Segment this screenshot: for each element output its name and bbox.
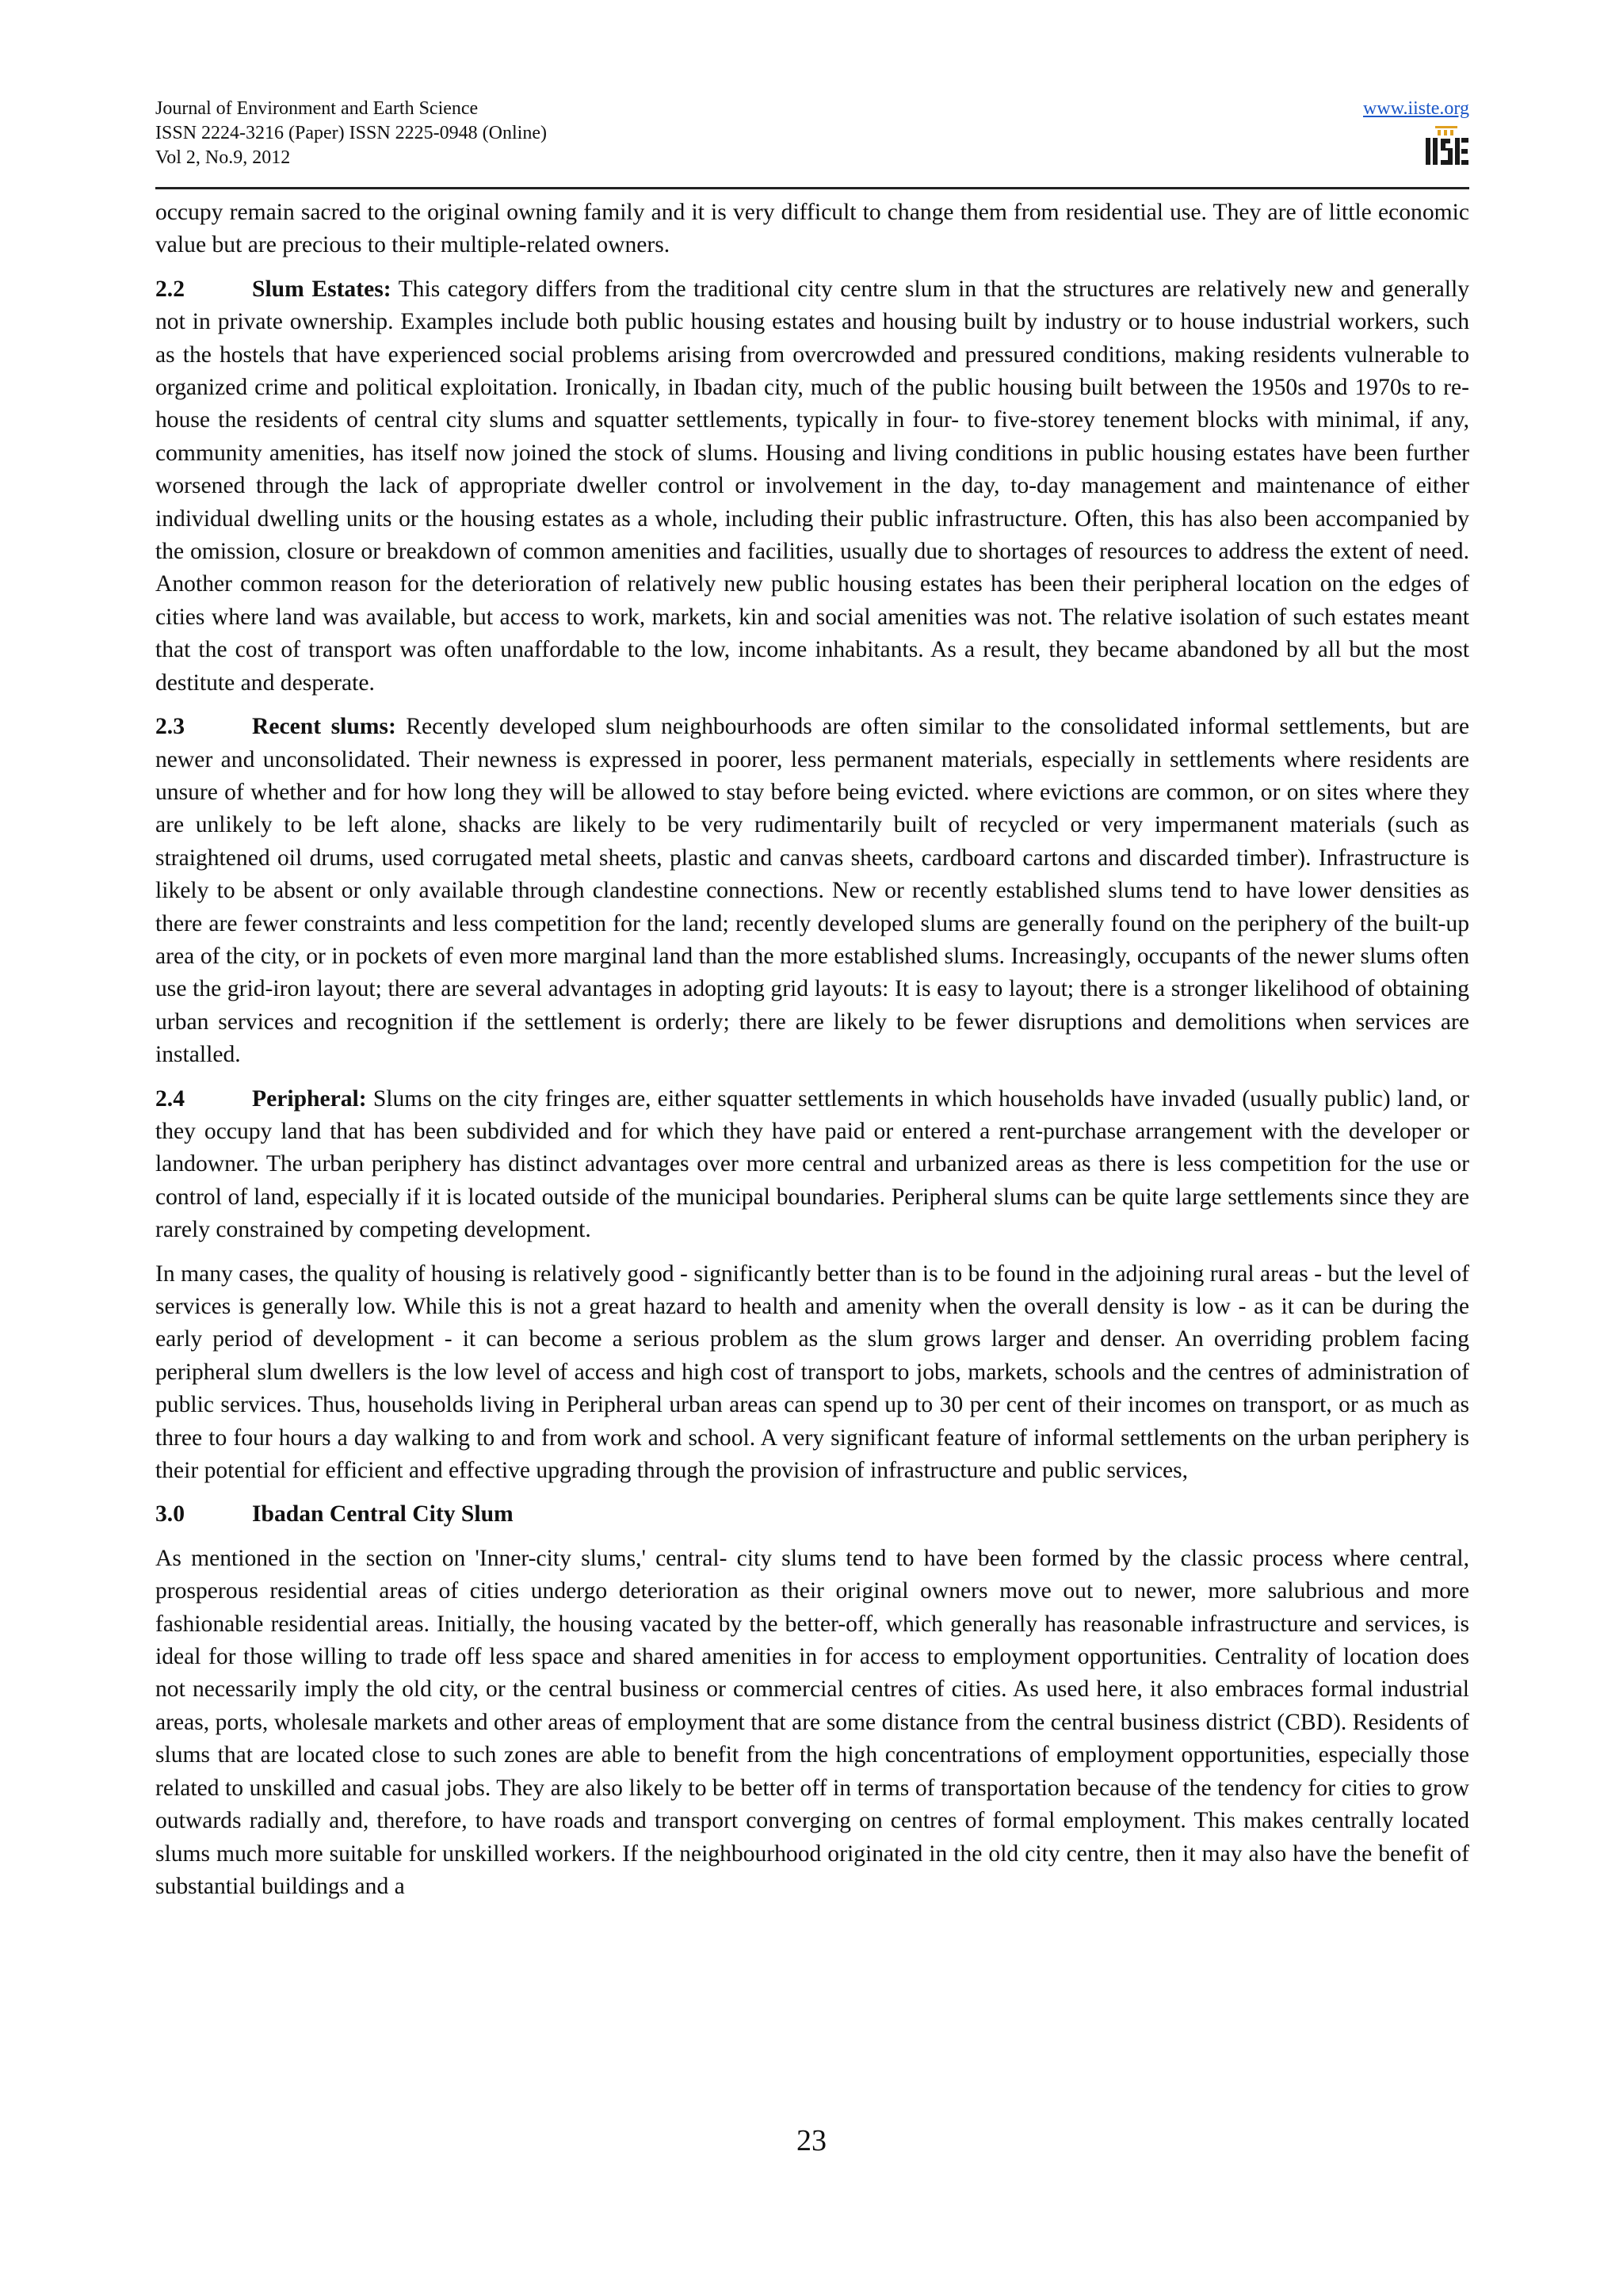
page-number: 23 [796, 2124, 827, 2157]
section-2-3 [155, 711, 1469, 1071]
section-number: 2.4 [155, 1085, 185, 1112]
section-title: Ibadan Central City Slum [252, 1501, 514, 1527]
section-title: Peripheral: [252, 1085, 367, 1112]
section-text: This category differs from the traditional city centre slum in that the structures are relatively new and generally not in private ownership. Examples include both public housing estates and housing built by industry or to house industrial workers, such as the hostels that have experienced social problems arising from overcrowded and pressured conditions, making residents vulnerable to organized crime and political exploitation. Ironically, in Ibadan city, much of the public housing built between the 1950s and 1970s to re-house the residents of central city slums and squatter settlements, typically in four- to five-storey tenement blocks with minimal, if any, community amenities, has itself now joined the stock of slums. Housing and living conditions in public housing estates have been further worsened through the lack of appropriate dweller control or involvement in the day, to-day management and maintenance of either individual dwelling units or the housing estates as a whole, including their public infrastructure. Often, this has also been accompanied by the omission, closure or breakdown of common amenities and facilities, usually due to shortages of resources to address the extent of need. Another common reason for the deterioration of relatively new public housing estates has been their peripheral location on the edges of cities where land was available, but access to work, markets, kin and social amenities was not. The relative isolation of such estates meant that the cost of transport was often unaffordable to the low, income inhabitants. As a result, they became abandoned by all but the most destitute and desperate. [155, 276, 1470, 696]
section-text: Recently developed slum neighbourhoods are often similar to the consolidated informal settlements, but are newer and unconsolidated. Their newness is expressed in poorer, less permanent materials, especially in settlements where residents are unsure of whether and for how long they will be allowed to stay before being evicted. where evictions are common, or on sites where they are unlikely to be left alone, shacks are likely to be very rudimentarily built of recycled or very impermanent materials (such as straightened oil drums, used corrugated metal sheets, plastic and canvas sheets, cardboard cartons and discarded timber). Infrastructure is likely to be absent or only available through clandestine connections. New or recently established slums tend to have lower densities as there are fewer constraints and less competition for the land; recently developed slums are generally found on the periphery of the built-up area of the city, or in pockets of even more marginal land than the more established slums. Increasingly, occupants of the newer slums often use the grid-iron layout; there are several advantages in adopting grid layouts: It is easy to layout; there is a stronger likelihood of obtaining urban services and recognition if the settlement is orderly; there are likely to be fewer disruptions and demolitions when services are installed. [155, 714, 1469, 1068]
section-2-4 [155, 1083, 1469, 1247]
section-title: Recent slums: [252, 714, 396, 740]
section-text: Slums on the city fringes are, either squatter settlements in which households have invaded (usually public) land, or they occupy land that has been subdivided and for which they have paid or entered a rent-purchase arrangement with the developer or landowner. The urban periphery has distinct advantages over more central and urbanized areas as there is less competition for the use or control of land, especially if it is located outside of the municipal boundaries. Peripheral slums can be quite large settlements since they are rarely constrained by competing development. [155, 1085, 1469, 1243]
paragraph-central-city-slum: As mentioned in the section on 'Inner-city slums,' central- city slums tend to have been formed by the classic process where central, prosperous residential areas of cities undergo deterioration as their original owners move out to newer, more salubrious and more fashionable residential areas. Initially, the housing vacated by the better-off, which generally has reasonable infrastructure and services, is ideal for those willing to trade off less space and shared amenities in for access to employment opportunities. Centrality of location does not necessarily imply the old city, or the central business or commercial centres of cities. As used here, it also embraces formal industrial areas, ports, wholesale markets and other areas of employment that are some distance from the central business district (CBD). Residents of slums that are located close to such zones are able to benefit from the high concentrations of employment opportunities, especially those related to unskilled and casual jobs. They are also likely to be better off in terms of transportation because of the tendency for cities to grow outwards radially and, therefore, to have roads and transport converging on centres of formal employment. This makes centrally located slums much more suitable for unskilled workers. If the neighbourhood originated in the old city centre, then it may also have the benefit of substantial buildings and a [155, 1545, 1469, 1899]
header-divider [155, 187, 1469, 189]
section-number: 2.3 [155, 714, 185, 740]
section-2-2 [155, 273, 1469, 700]
section-heading-3-0 [155, 1498, 1469, 1531]
page-header [155, 97, 1469, 185]
paragraph-peripheral-services: In many cases, the quality of housing is relatively good - significantly better than is to be found in the adjoining rural areas - but the level of services is generally low. While this is not a great hazard to health and amenity when the overall density is low - as it can be during the early period of development - it can become a serious problem as the slum grows larger and denser. An overriding problem facing peripheral slum dwellers is the low level of access and high cost of transport to jobs, markets, schools and the centres of administration of public services. Thus, households living in Peripheral urban areas can spend up to 30 per cent of their incomes on transport, or as much as three to four hours a day walking to and from work and school. A very significant feature of informal settlements on the urban periphery is their potential for efficient and effective upgrading through the provision of infrastructure and public services, [155, 1261, 1469, 1484]
journal-issn: ISSN 2224-3216 (Paper) ISSN 2225-0948 (Online) [155, 123, 547, 143]
section-number: 3.0 [155, 1501, 185, 1527]
iiste-logo [1423, 124, 1469, 167]
journal-branding [1363, 97, 1469, 171]
website-link[interactable]: www.iiste.org [1363, 98, 1469, 119]
journal-title: Journal of Environment and Earth Science [155, 98, 479, 119]
paragraph-continuation: occupy remain sacred to the original owning family and it is very difficult to change them from residential use. They are of little economic value but are precious to their multiple-related owners. [155, 200, 1469, 258]
journal-info [155, 97, 547, 170]
section-number: 2.2 [155, 276, 185, 302]
journal-volume: Vol 2, No.9, 2012 [155, 147, 291, 168]
section-title: Slum Estates: [252, 276, 391, 302]
article-body [155, 196, 1469, 1914]
